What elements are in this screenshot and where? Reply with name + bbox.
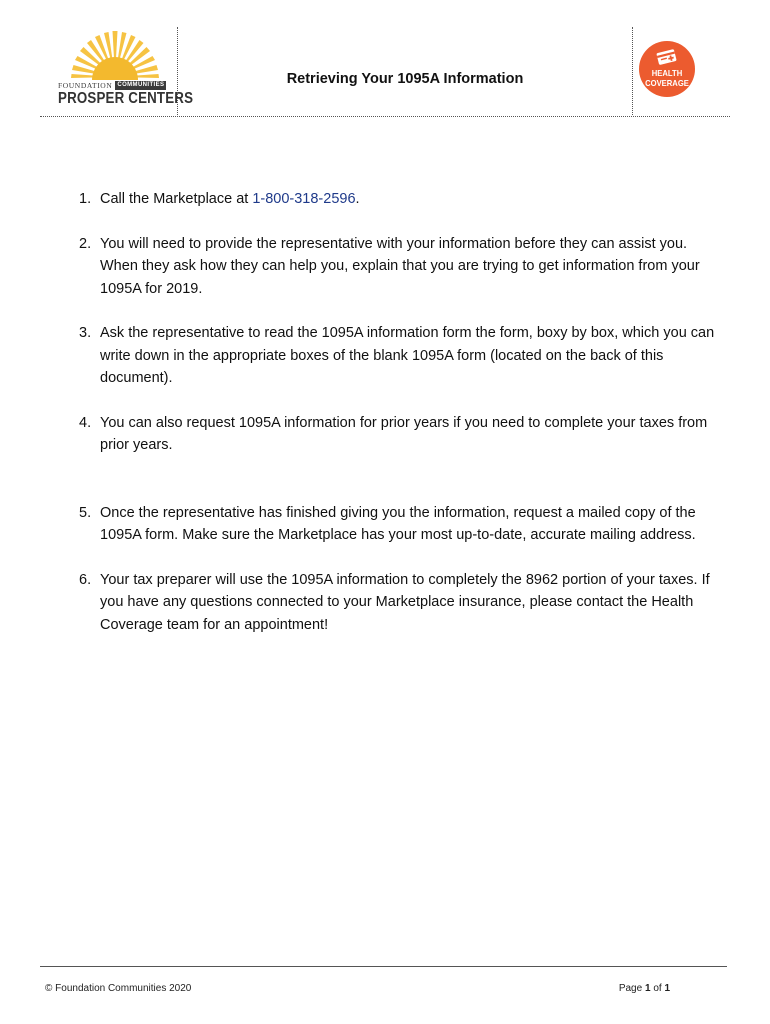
step-number: 2.	[79, 235, 92, 252]
page-title: Retrieving Your 1095A Information	[286, 71, 524, 87]
health-coverage-badge	[639, 41, 695, 97]
badge-line-coverage: COVERAGE	[645, 78, 689, 88]
footer-copyright: © Foundation Communities 2020	[45, 983, 192, 994]
step-number: 4.	[79, 414, 92, 431]
list-item-step-4	[79, 412, 719, 457]
step-text: Call the Marketplace at	[100, 191, 253, 207]
page-of: of	[653, 983, 662, 994]
page-header	[40, 25, 730, 117]
step-number: 3.	[79, 325, 92, 341]
instruction-list	[79, 188, 719, 658]
step-text: Your tax preparer will use the 1095A information to completely the 8962 portion of your taxes. If you have any questions connected to your Marketplace insurance, please contact the Health Coverage team for an appointment!	[100, 571, 710, 633]
marketplace-phone-link[interactable]: 1-800-318-2596	[252, 191, 356, 207]
badge-line-health: HEALTH	[651, 68, 683, 78]
logo-subtitle-row	[58, 80, 176, 90]
list-item-step-1	[79, 188, 719, 211]
page-current: 1	[644, 983, 651, 994]
page-label: Page	[618, 983, 643, 994]
sunburst-icon	[56, 25, 174, 81]
list-item-step-3	[79, 322, 719, 390]
logo-prosper-centers-text: PROSPER CENTERS	[58, 90, 194, 107]
step-text: You will need to provide the representative with your information before they can assist you. When they ask how they can help you, explain that you are trying to get information from your 1095A for 2019.	[100, 235, 700, 297]
header-divider-right	[632, 27, 633, 115]
step-text: Once the representative has finished giving you the information, request a mailed copy of the 1095A form. Make sure the Marketplace has your most up-to-date, accurate mailing address.	[100, 504, 696, 543]
step-text-end: .	[355, 191, 360, 207]
list-item-step-2	[79, 233, 719, 301]
step-number: 6.	[79, 571, 92, 588]
prosper-centers-logo	[56, 25, 194, 115]
footer-page-number	[619, 983, 670, 994]
header-rule	[40, 116, 730, 117]
step-text: You can also request 1095A information for prior years if you need to complete your taxes from prior years.	[100, 414, 708, 453]
list-item-step-6	[79, 569, 719, 637]
step-number: 5.	[79, 504, 92, 521]
page-total: 1	[664, 983, 670, 994]
logo-foundation-text: FOUNDATION	[58, 80, 113, 90]
step-text: Ask the representative to read the 1095A information form the form, boxy by box, which you can write down in the appropriate boxes of the blank 1095A form (located on the back of this document).	[100, 325, 715, 386]
footer-rule	[40, 966, 727, 967]
list-item-step-5	[79, 502, 719, 547]
logo-communities-text: COMMUNITIES	[117, 81, 165, 88]
step-number: 1.	[79, 191, 92, 207]
